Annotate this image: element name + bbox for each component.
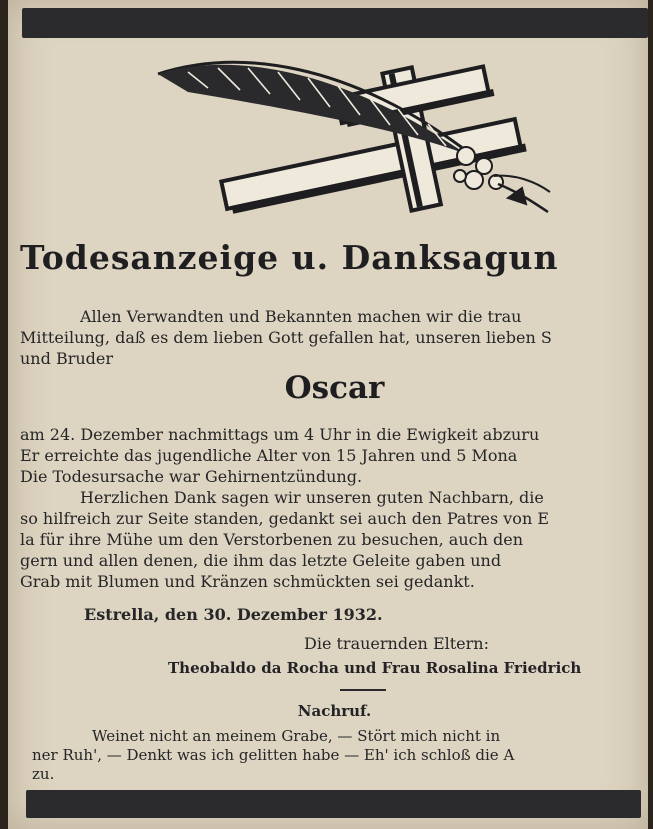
- intro-paragraph: [20, 306, 648, 369]
- thanks-line: so hilfreich zur Seite standen, gedankt sei auch den Patres von E: [20, 509, 550, 528]
- bottom-black-rule: [26, 790, 641, 818]
- intro-line: und Bruder: [20, 349, 114, 368]
- thanks-paragraph: [20, 487, 648, 592]
- poem-line: zu.: [32, 765, 55, 783]
- intro-line: Mitteilung, daß es dem lieben Gott gefallen hat, unseren lieben S: [20, 328, 552, 347]
- nachruf-poem: [32, 727, 648, 784]
- thanks-line: Grab mit Blumen und Kränzen schmückten sei gedankt.: [20, 572, 475, 591]
- death-paragraph: [20, 424, 648, 487]
- flower-bouquet-icon: [454, 147, 550, 212]
- parents-names: Theobaldo da Rocha und Frau Rosalina Friedrich: [168, 659, 582, 677]
- thanks-line: gern und allen denen, die ihm das letzte Geleite gaben und: [20, 551, 502, 570]
- deceased-name: Oscar: [284, 370, 385, 406]
- place-date: Estrella, den 30. Dezember 1932.: [84, 605, 383, 624]
- top-black-rule: [22, 8, 648, 38]
- death-line: Er erreichte das jugendliche Alter von 15 Jahren und 5 Mona: [20, 446, 518, 465]
- death-line: am 24. Dezember nachmittags um 4 Uhr in die Ewigkeit abzuru: [20, 425, 540, 444]
- death-line: Die Todesursache war Gehirnentzündung.: [20, 467, 363, 486]
- intro-line: Allen Verwandten und Bekannten machen wir die trau: [80, 307, 522, 326]
- thanks-line: Herzlichen Dank sagen wir unseren guten Nachbarn, die: [80, 488, 544, 507]
- thanks-line: la für ihre Mühe um den Verstorbenen zu besuchen, auch den: [20, 530, 524, 549]
- mourners-label: Die trauernden Eltern:: [304, 634, 489, 653]
- cross-feather-ornament: [148, 52, 568, 227]
- short-divider: [340, 689, 386, 691]
- poem-line: Weinet nicht an meinem Grabe, — Stört mich nicht in: [92, 727, 501, 745]
- poem-line: ner Ruh', — Denkt was ich gelitten habe — Eh' ich schloß die A: [32, 746, 515, 764]
- nachruf-title: Nachruf.: [297, 702, 372, 720]
- notice-title: Todesanzeige u. Danksagun: [20, 238, 559, 277]
- newspaper-clipping: [8, 0, 648, 829]
